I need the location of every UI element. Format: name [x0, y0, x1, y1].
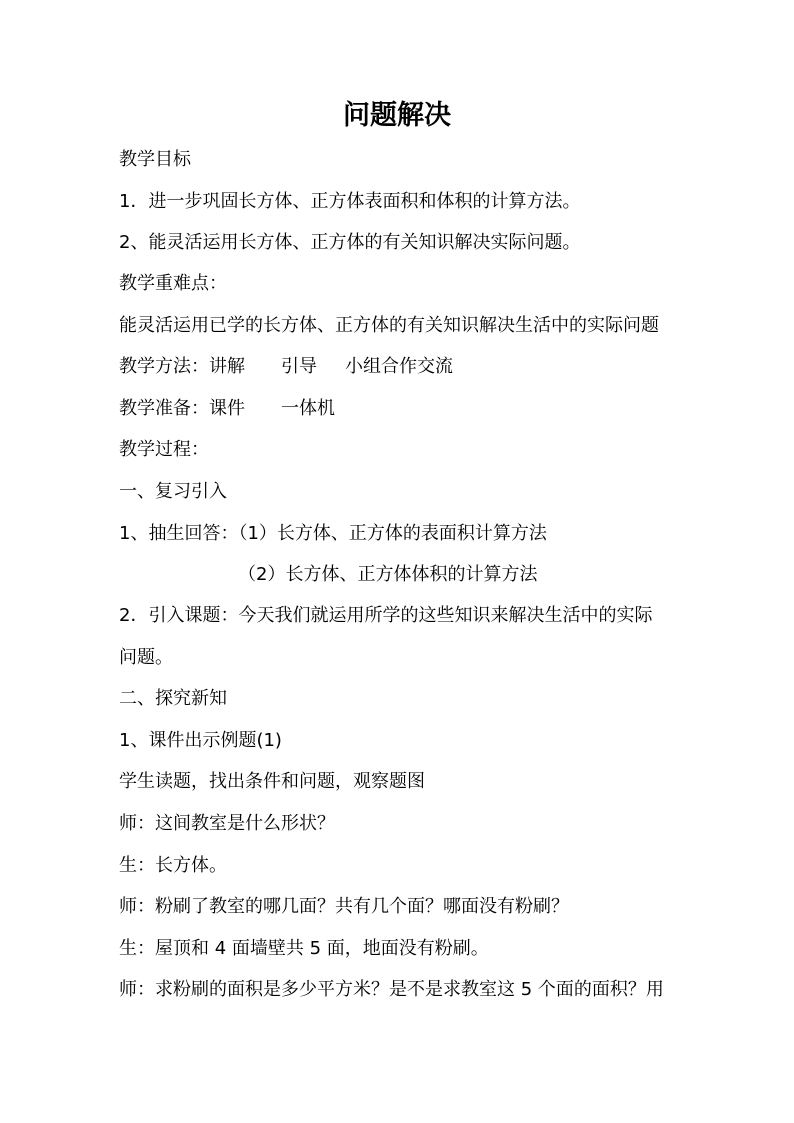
review-question-1: 1、抽生回答：（1）长方体、正方体的表面积计算方法 — [119, 523, 547, 544]
teacher-q2: 师：粉刷了教室的哪几面？共有几个面？哪面没有粉刷？ — [119, 896, 569, 917]
goal-item-2: 2、能灵活运用长方体、正方体的有关知识解决实际问题。 — [119, 232, 581, 253]
introduce-topic-cont: 问题。 — [119, 647, 173, 668]
heading-teaching-process: 教学过程： — [119, 439, 209, 460]
teaching-method-line — [119, 355, 453, 379]
student-a2: 生：屋顶和 4 面墙壁共 5 面，地面没有粉刷。 — [119, 938, 489, 959]
goal-item-1: 1．进一步巩固长方体、正方体表面积和体积的计算方法。 — [119, 191, 581, 212]
heading-teaching-goals: 教学目标 — [119, 149, 191, 170]
section-review: 一、复习引入 — [119, 481, 227, 502]
teacher-q1: 师：这间教室是什么形状？ — [119, 813, 335, 834]
student-a1: 生：长方体。 — [119, 855, 227, 876]
teacher-q3: 师：求粉刷的面积是多少平方米？是不是求教室这 5 个面的面积？用 — [119, 979, 664, 1000]
teaching-method-item-2: 引导 — [281, 356, 317, 377]
introduce-topic: 2．引入课题：今天我们就运用所学的这些知识来解决生活中的实际 — [119, 605, 653, 626]
teaching-method-label: 教学方法：讲解 — [119, 356, 245, 377]
key-point-text: 能灵活运用已学的长方体、正方体的有关知识解决生活中的实际问题 — [119, 315, 659, 336]
teaching-prep-item-2: 一体机 — [281, 398, 335, 419]
teaching-prep-label: 教学准备：课件 — [119, 398, 245, 419]
review-question-2: （2）长方体、正方体体积的计算方法 — [238, 564, 538, 585]
teaching-prep-line — [119, 397, 335, 421]
example-1: 1、课件出示例题(1) — [119, 730, 282, 751]
document-title: 问题解决 — [343, 100, 451, 131]
heading-key-points: 教学重难点： — [119, 273, 227, 294]
teaching-method-item-3: 小组合作交流 — [345, 356, 453, 377]
student-read: 学生读题，找出条件和问题，观察题图 — [119, 771, 425, 792]
section-explore: 二、探究新知 — [119, 688, 227, 709]
